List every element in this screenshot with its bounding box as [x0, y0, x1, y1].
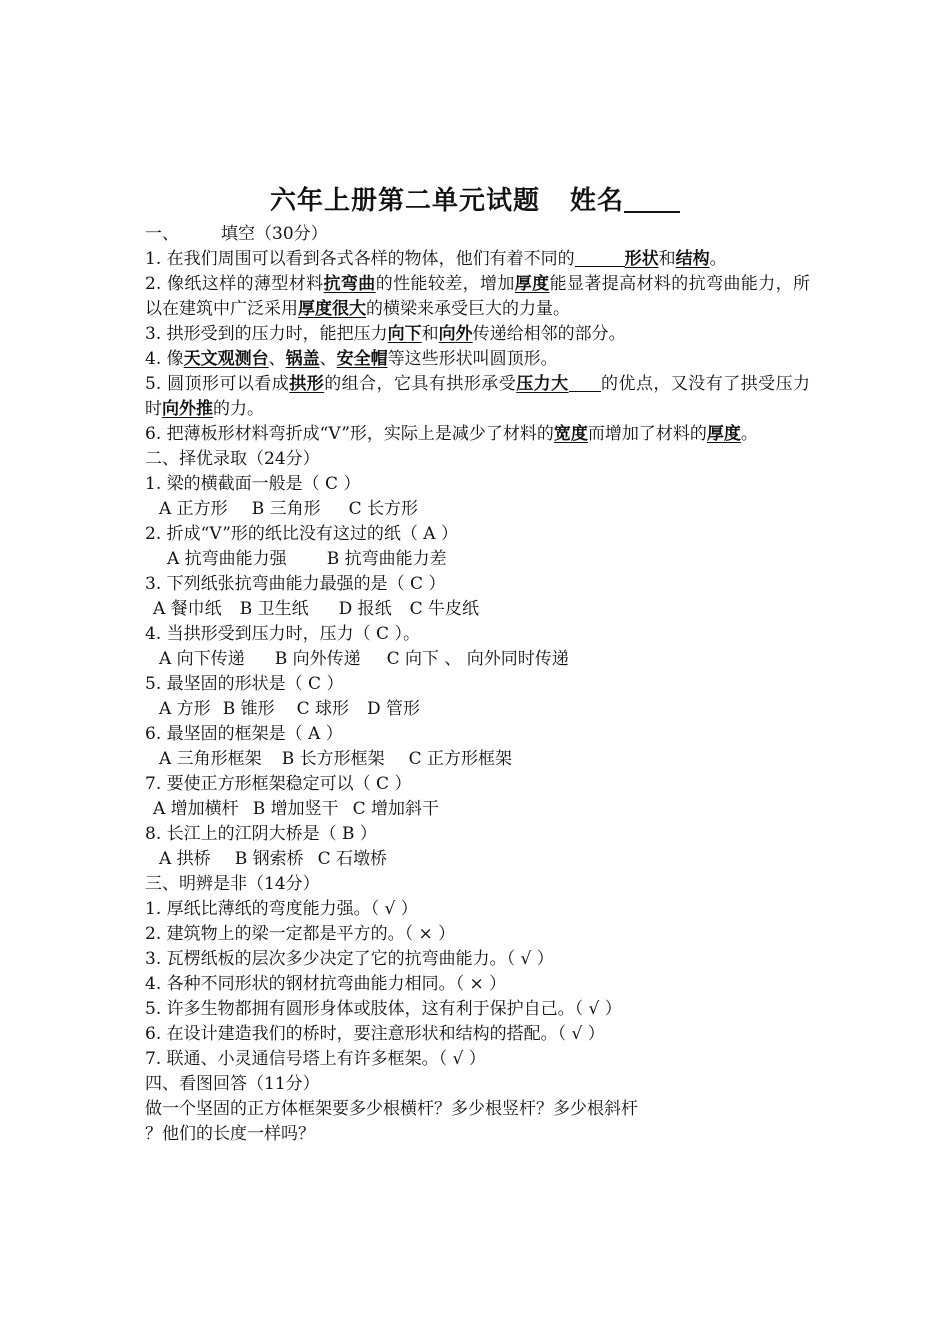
judge-item-6: 6. 在设计建造我们的桥时，要注意形状和结构的搭配。（ √ ） — [145, 1024, 605, 1044]
exam-content — [145, 222, 810, 1147]
choice-options-3: A 餐巾纸 B 卫生纸 D 报纸 C 牛皮纸 — [153, 599, 480, 619]
choice-options-4: A 向下传递 B 向外传递 C 向下 、 向外同时传递 — [159, 649, 569, 669]
fill-question-5: 5. 圆顶形可以看成拱形的组合，它具有拱形承受压力大 的优点，又没有了拱受压力时向外推的力。 — [145, 374, 811, 419]
section-3-heading: 三、明辨是非（14分） — [145, 874, 320, 894]
choice-options-5: A 方形 B 锥形 C 球形 D 管形 — [159, 699, 421, 719]
choice-question-2: 2. 折成“V”形的纸比没有这过的纸（ A ） — [145, 524, 458, 544]
choice-options-2: A 抗弯曲能力强 B 抗弯曲能力差 — [167, 549, 447, 569]
name-blank — [624, 185, 680, 213]
judge-item-5: 5. 许多生物都拥有圆形身体或肢体，这有利于保护自己。（ √ ） — [145, 999, 622, 1019]
choice-options-1: A 正方形 B 三角形 C 长方形 — [159, 499, 419, 519]
fill-question-6: 6. 把薄板形材料弯折成“V”形，实际上是减少了材料的宽度而增加了材料的厚度。 — [145, 424, 758, 444]
choice-options-7: A 增加横杆 B 增加竖干 C 增加斜干 — [153, 799, 440, 819]
judge-item-1: 1. 厚纸比薄纸的弯度能力强。（ √ ） — [145, 899, 418, 919]
section-4-heading: 四、看图回答（11分） — [145, 1074, 320, 1094]
name-label: 姓名 — [570, 186, 625, 216]
choice-question-7: 7. 要使正方形框架稳定可以（ C ） — [145, 774, 412, 794]
choice-question-6: 6. 最坚固的框架是（ A ） — [145, 724, 343, 744]
choice-question-5: 5. 最坚固的形状是（ C ） — [145, 674, 344, 694]
section-1-heading: 一、 填空（30分） — [145, 224, 328, 244]
judge-item-4: 4. 各种不同形状的钢材抗弯曲能力相同。（ × ） — [145, 974, 507, 994]
picture-question-line-1: 做一个坚固的正方体框架要多少根横杆？多少根竖杆？多少根斜杆 — [145, 1099, 638, 1119]
choice-question-3: 3. 下列纸张抗弯曲能力最强的是（ C ） — [145, 574, 446, 594]
choice-options-8: A 拱桥 B 钢索桥 C 石墩桥 — [159, 849, 388, 869]
fill-question-3: 3. 拱形受到的压力时，能把压力向下和向外传递给相邻的部分。 — [145, 324, 626, 344]
judge-item-3: 3. 瓦楞纸板的层次多少决定了它的抗弯曲能力。（ √ ） — [145, 949, 554, 969]
fill-question-4: 4. 像天文观测台、锅盖、安全帽等这些形状叫圆顶形。 — [145, 349, 558, 369]
fill-question-1: 1. 在我们周围可以看到各式各样的物体，他们有着不同的 形状和结构。 — [145, 249, 727, 269]
section-2-heading: 二、择优录取（24分） — [145, 449, 320, 469]
exam-title — [0, 180, 950, 217]
fill-question-2: 2. 像纸这样的薄型材料抗弯曲的性能较差，增加厚度能显著提高材料的抗弯曲能力，所以在建筑中广泛采用厚度很大的横梁来承受巨大的力量。 — [145, 274, 811, 319]
title-main: 六年上册第二单元试题 — [269, 186, 540, 216]
judge-item-2: 2. 建筑物上的梁一定都是平方的。（ × ） — [145, 924, 456, 944]
judge-item-7: 7. 联通、小灵通信号塔上有许多框架。（ √ ） — [145, 1049, 486, 1069]
choice-question-1: 1. 梁的横截面一般是（ C ） — [145, 474, 361, 494]
choice-options-6: A 三角形框架 B 长方形框架 C 正方形框架 — [159, 749, 513, 769]
choice-question-8: 8. 长江上的江阴大桥是（ B ） — [145, 824, 377, 844]
picture-question-line-2: ？他们的长度一样吗？ — [145, 1124, 315, 1144]
choice-question-4: 4. 当拱形受到压力时，压力（ C ）。 — [145, 624, 420, 644]
